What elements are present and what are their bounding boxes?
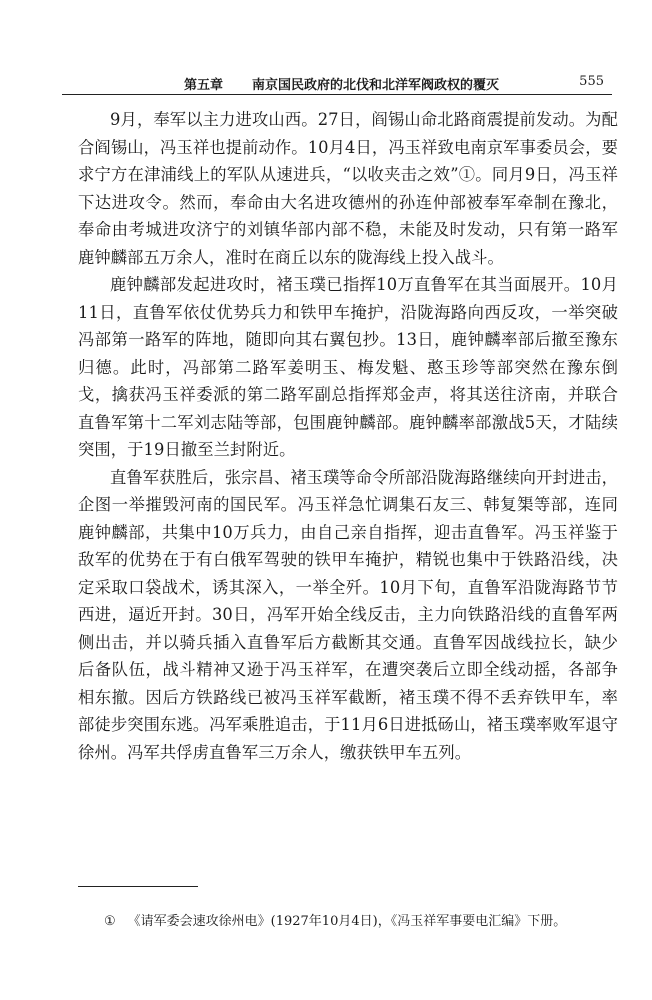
- paragraph-1: 9月，奉军以主力进攻山西。27日，阎锡山命北路商震提前发动。为配合阎锡山，冯玉祥也提前动作。10月4日，冯玉祥致电南京军事委员会，要求宁方在津浦线上的军队从速进兵，“以收夹击之效”①。同月9日，冯玉祥下达进攻令。然而，奉命由大名进攻德州的孙连仲部被奉军牵制在豫北，奉命由考城进攻济宁的刘镇华部内部不稳，未能及时发动，只有第一路军鹿钟麟部五万余人，准时在商丘以东的陇海线上投入战斗。: [78, 110, 618, 267]
- running-header: [62, 72, 612, 95]
- footnote-text: 《请军委会速攻徐州电》(1927年10月4日)，《冯玉祥军事要电汇编》下册。: [127, 914, 567, 929]
- chapter-title: 南京国民政府的北伐和北洋军阀政权的覆灭: [252, 78, 500, 93]
- footnote-separator: [78, 886, 198, 887]
- paragraph-2: 鹿钟麟部发起进攻时，褚玉璞已指挥10万直鲁军在其当面展开。10月11日，直鲁军依仗优势兵力和铁甲车掩护，沿陇海路向西反攻，一举突破冯部第一路军的阵地，随即向其右翼包抄。13日，鹿钟麟率部后撤至豫东归德。此时，冯部第二路军姜明玉、梅发魁、憨玉珍等部突然在豫东倒戈，擒获冯玉祥委派的第二路军副总指挥郑金声，将其送往济南，并联合直鲁军第十二军刘志陆等部，包围鹿钟麟部。鹿钟麟率部激战5天，才陆续突围，于19日撤至兰封附近。: [78, 275, 618, 459]
- chapter-label: 第五章: [184, 78, 224, 93]
- paragraph-3: 直鲁军获胜后，张宗昌、褚玉璞等命令所部沿陇海路继续向开封进击，企图一举摧毁河南的国民军。冯玉祥急忙调集石友三、韩复榘等部，连同鹿钟麟部，共集中10万兵力，由自己亲自指挥，迎击直鲁军。冯玉祥鉴于敌军的优势在于有白俄军驾驶的铁甲车掩护，精锐也集中于铁路沿线，决定采取口袋战术，诱其深入，一举全歼。10月下旬，直鲁军沿陇海路节节西进，逼近开封。30日，冯军开始全线反击，主力向铁路沿线的直鲁军两侧出击，并以骑兵插入直鲁军后方截断其交通。直鲁军因战线拉长，缺少后备队伍，战斗精神又逊于冯玉祥军，在遭突袭后立即全线动摇，各部争相东撤。因后方铁路线已被冯玉祥军截断，褚玉璞不得不丢弃铁甲车，率部徒步突围东逃。冯军乘胜追击，于11月6日进抵砀山，褚玉璞率败军退守徐州。冯军共俘虏直鲁军三万余人，缴获铁甲车五列。: [78, 467, 618, 762]
- footnote-mark: ①: [104, 914, 116, 929]
- page-number: 555: [579, 74, 604, 89]
- body-text: [78, 106, 618, 766]
- footnote: [104, 912, 624, 932]
